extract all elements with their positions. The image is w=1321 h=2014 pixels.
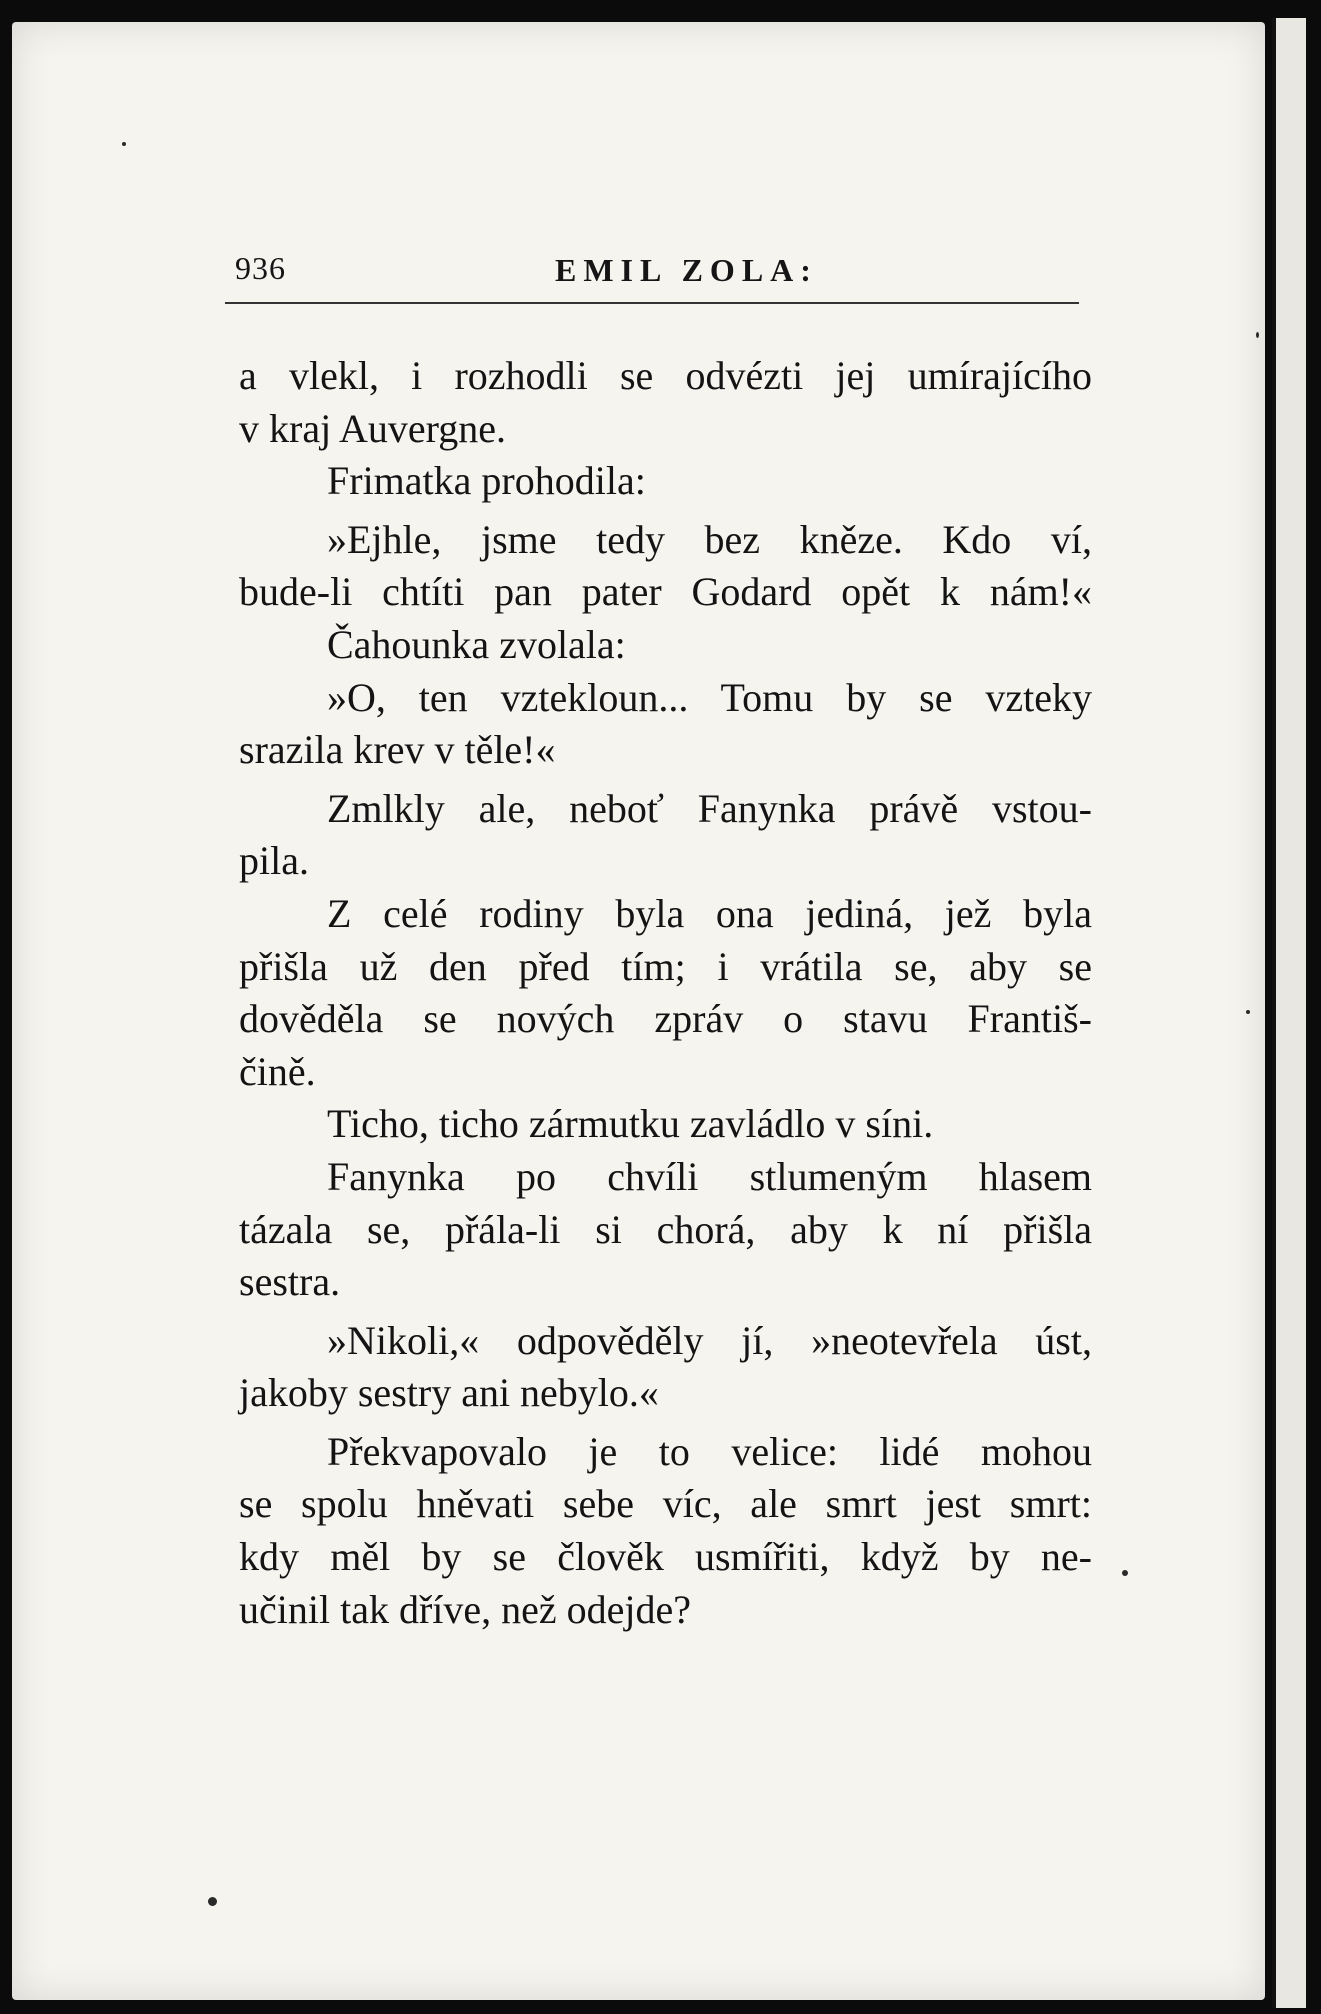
text-line: pila. [239, 838, 309, 884]
text-line: »O, ten vztekloun... Tomu by se vzteky [327, 674, 1092, 720]
text-line: čině. [239, 1048, 316, 1094]
book-page [12, 22, 1265, 2000]
text-line: Překvapovalo je to velice: lidé mohou [327, 1428, 1092, 1474]
adjacent-page-edge [1272, 18, 1306, 2008]
ink-speck [208, 1897, 217, 1906]
ink-speck [1246, 1010, 1250, 1014]
text-line: Čahounka zvolala: [327, 621, 626, 667]
body-text [239, 350, 1092, 1636]
text-line: dověděla se nových zpráv o stavu Františ- [239, 996, 1092, 1042]
text-line: se spolu hněvati sebe víc, ale smrt jest smrt: [239, 1481, 1092, 1527]
text-line: v kraj Auvergne. [239, 405, 506, 451]
text-line: »Nikoli,« odpověděly jí, »neotevřela úst, [327, 1317, 1092, 1363]
ink-speck [1256, 332, 1259, 338]
text-line: Z celé rodiny byla ona jediná, jež byla [327, 890, 1092, 936]
page-header [225, 240, 1079, 304]
running-title: EMIL ZOLA: [555, 252, 818, 288]
text-line: učinil tak dříve, než odejde? [239, 1586, 692, 1632]
text-line: přišla už den před tím; i vrátila se, aby se [239, 943, 1092, 989]
page-number: 936 [235, 250, 286, 286]
text-line: kdy měl by se člověk usmířiti, když by ne- [239, 1534, 1092, 1580]
text-line: a vlekl, i rozhodli se odvézti jej umírajícího [239, 353, 1092, 398]
text-line: srazila krev v těle!« [239, 727, 556, 773]
text-line: Zmlkly ale, neboť Fanynka právě vstou- [327, 785, 1092, 831]
text-line: tázala se, přála-li si chorá, aby k ní přišla [239, 1206, 1092, 1252]
text-line: bude-li chtíti pan pater Godard opět k nám!« [239, 569, 1092, 615]
text-line: sestra. [239, 1259, 341, 1305]
text-line: »Ejhle, jsme tedy bez kněze. Kdo ví, [327, 516, 1092, 562]
text-line: Frimatka prohodila: [327, 458, 646, 504]
text-line: Fanynka po chvíli stlumeným hlasem [327, 1153, 1092, 1199]
text-line: jakoby sestry ani nebylo.« [239, 1370, 659, 1416]
ink-speck [1122, 1570, 1128, 1576]
ink-speck [122, 142, 126, 146]
text-line: Ticho, ticho zármutku zavládlo v síni. [327, 1101, 934, 1147]
